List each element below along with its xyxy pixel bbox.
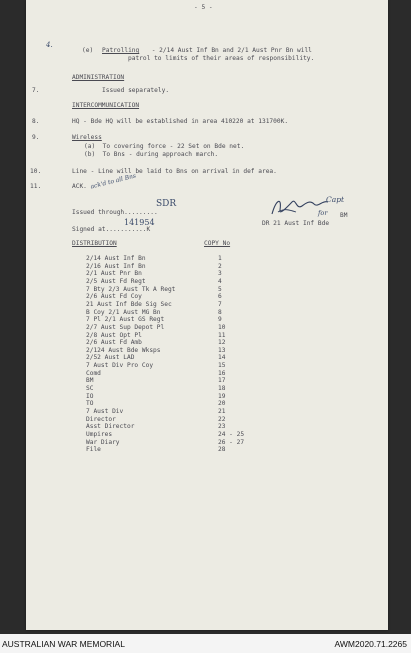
distribution-copy-number: 23 bbox=[218, 423, 226, 431]
distribution-copy-number: 14 bbox=[218, 354, 226, 362]
distribution-row bbox=[86, 286, 266, 293]
distribution-unit: File bbox=[86, 446, 101, 454]
distribution-copy-number: 4 bbox=[218, 277, 222, 285]
distribution-row bbox=[86, 370, 266, 377]
item-number: 11. bbox=[30, 183, 42, 190]
distribution-unit: B Coy 2/1 Aust MG Bn bbox=[86, 308, 161, 316]
distribution-row bbox=[86, 377, 266, 384]
para-e-cont: patrol to limits of their areas of responsibility. bbox=[128, 55, 315, 62]
distribution-row bbox=[86, 332, 266, 339]
distribution-copy-number: 16 bbox=[218, 369, 226, 377]
distribution-row bbox=[86, 439, 266, 446]
distribution-copy-number: 26 - 27 bbox=[218, 438, 245, 446]
item-7-number: 7. bbox=[32, 87, 40, 94]
distribution-copy-number: 8 bbox=[218, 308, 222, 316]
distribution-copy-number: 18 bbox=[218, 385, 226, 393]
distribution-unit: SC bbox=[86, 385, 94, 393]
distribution-row bbox=[86, 263, 266, 270]
distribution-unit: IO bbox=[86, 392, 94, 400]
archive-name: AUSTRALIAN WAR MEMORIAL bbox=[2, 639, 125, 649]
distribution-copy-number: 12 bbox=[218, 339, 226, 347]
administration-heading: ADMINISTRATION bbox=[72, 74, 125, 81]
distribution-row bbox=[86, 270, 266, 277]
distribution-row bbox=[86, 309, 266, 316]
distribution-row bbox=[86, 400, 266, 407]
item-number: 9. bbox=[32, 134, 40, 141]
distribution-copy-number: 1 bbox=[218, 255, 222, 262]
distribution-row bbox=[86, 316, 266, 323]
distribution-row bbox=[86, 324, 266, 331]
distribution-unit: 2/124 Aust Bde Wksps bbox=[86, 346, 161, 354]
distribution-copy-number: 13 bbox=[218, 346, 226, 354]
signature-line-1: BM bbox=[340, 212, 348, 219]
distribution-copy-number: 28 bbox=[218, 446, 226, 454]
distribution-copy-number: 11 bbox=[218, 331, 226, 339]
para-e-heading: Patrolling bbox=[102, 47, 140, 54]
distribution-row bbox=[86, 278, 266, 285]
issued-through: Issued through......... bbox=[72, 209, 158, 216]
item-text: ACK. bbox=[72, 183, 87, 190]
distribution-unit: 2/6 Aust Fd Amb bbox=[86, 339, 142, 347]
distribution-copy-number: 22 bbox=[218, 415, 226, 423]
intercommunication-heading: INTERCOMMUNICATION bbox=[72, 102, 140, 109]
distribution-unit: 7 Aust Div Pro Coy bbox=[86, 362, 154, 370]
distribution-unit: 7 Aust Div bbox=[86, 408, 124, 415]
distribution-unit: 2/6 Aust Fd Coy bbox=[86, 293, 142, 301]
distribution-row bbox=[86, 293, 266, 300]
distribution-copy-number: 17 bbox=[218, 377, 226, 385]
handwritten-ack-note: ack'd to all Bns bbox=[89, 172, 137, 191]
distribution-unit: 7 Bty 2/3 Aust Tk A Regt bbox=[86, 285, 176, 293]
item-number: 8. bbox=[32, 118, 40, 125]
para-e-text: - 2/14 Aust Inf Bn and 2/1 Aust Pnr Bn will bbox=[148, 47, 312, 54]
distribution-unit: 21 Aust Inf Bde Sig Sec bbox=[86, 300, 172, 308]
handwritten-sdr: SDR bbox=[156, 199, 177, 209]
item-text: (a) To covering force - 22 Set on Bde net. bbox=[84, 143, 245, 150]
distribution-copy-number: 2 bbox=[218, 262, 222, 270]
distribution-copy-number: 24 - 25 bbox=[218, 430, 245, 438]
distribution-copy-number: 21 bbox=[218, 408, 226, 415]
page-number: - 5 - bbox=[194, 4, 213, 11]
item-text: (b) To Bns - during approach march. bbox=[84, 151, 219, 158]
distribution-row bbox=[86, 354, 266, 361]
copy-no-heading: COPY No bbox=[204, 240, 231, 247]
distribution-row bbox=[86, 423, 266, 430]
distribution-row bbox=[86, 416, 266, 423]
item-text: HQ - Bde HQ will be established in area 410220 at 131700K. bbox=[72, 118, 289, 125]
distribution-copy-number: 7 bbox=[218, 300, 222, 308]
distribution-row bbox=[86, 301, 266, 308]
document-page bbox=[26, 0, 388, 630]
distribution-copy-number: 3 bbox=[218, 270, 222, 278]
distribution-row bbox=[86, 393, 266, 400]
distribution-unit: 2/52 Aust LAD bbox=[86, 354, 135, 362]
para-e-label: (e) bbox=[82, 47, 94, 54]
distribution-row bbox=[86, 362, 266, 369]
distribution-unit: Umpires bbox=[86, 430, 113, 438]
item-7-text: Issued separately. bbox=[102, 87, 170, 94]
distribution-row bbox=[86, 446, 266, 453]
margin-mark: 4. bbox=[46, 41, 53, 49]
handwritten-time: 141954 bbox=[124, 218, 155, 227]
distribution-unit: 2/8 Aust Opt Pl bbox=[86, 331, 142, 339]
distribution-unit: BM bbox=[86, 377, 94, 385]
item-text: Wireless bbox=[72, 134, 102, 141]
distribution-copy-number: 20 bbox=[218, 400, 226, 408]
distribution-copy-number: 10 bbox=[218, 323, 226, 331]
distribution-copy-number: 19 bbox=[218, 392, 226, 400]
distribution-heading: DISTRIBUTION bbox=[72, 240, 117, 247]
distribution-unit: TO bbox=[86, 400, 94, 408]
distribution-unit: Comd bbox=[86, 369, 101, 377]
distribution-unit: War Diary bbox=[86, 438, 120, 446]
distribution-unit: 2/14 Aust Inf Bn bbox=[86, 255, 146, 262]
distribution-unit: 2/7 Aust Sup Depot Pl bbox=[86, 323, 165, 331]
distribution-copy-number: 9 bbox=[218, 316, 222, 324]
distribution-unit: 2/1 Aust Pnr Bn bbox=[86, 270, 142, 278]
item-text: Line - Line will be laid to Bns on arrival in def area. bbox=[72, 168, 277, 175]
distribution-row bbox=[86, 408, 266, 415]
distribution-unit: 7 Pl 2/1 Aust GS Regt bbox=[86, 316, 165, 324]
archive-reference: AWM2020.71.2265 bbox=[334, 639, 407, 649]
distribution-row bbox=[86, 347, 266, 354]
item-number: 10. bbox=[30, 168, 42, 175]
distribution-row bbox=[86, 385, 266, 392]
distribution-copy-number: 6 bbox=[218, 293, 222, 301]
distribution-copy-number: 15 bbox=[218, 362, 226, 370]
distribution-row bbox=[86, 431, 266, 438]
signature-line-2: DR 21 Aust Inf Bde bbox=[262, 220, 330, 227]
distribution-unit: 2/5 Aust Fd Regt bbox=[86, 277, 146, 285]
archive-footer bbox=[0, 634, 411, 653]
handwritten-capt: Capt bbox=[326, 195, 345, 204]
distribution-row bbox=[86, 255, 266, 262]
signed-at: Signed at...........K bbox=[72, 226, 151, 233]
handwritten-for: for bbox=[318, 209, 328, 217]
distribution-unit: Asst Director bbox=[86, 423, 135, 431]
distribution-unit: Director bbox=[86, 415, 116, 423]
distribution-copy-number: 5 bbox=[218, 285, 222, 293]
distribution-unit: 2/16 Aust Inf Bn bbox=[86, 262, 146, 270]
distribution-row bbox=[86, 339, 266, 346]
